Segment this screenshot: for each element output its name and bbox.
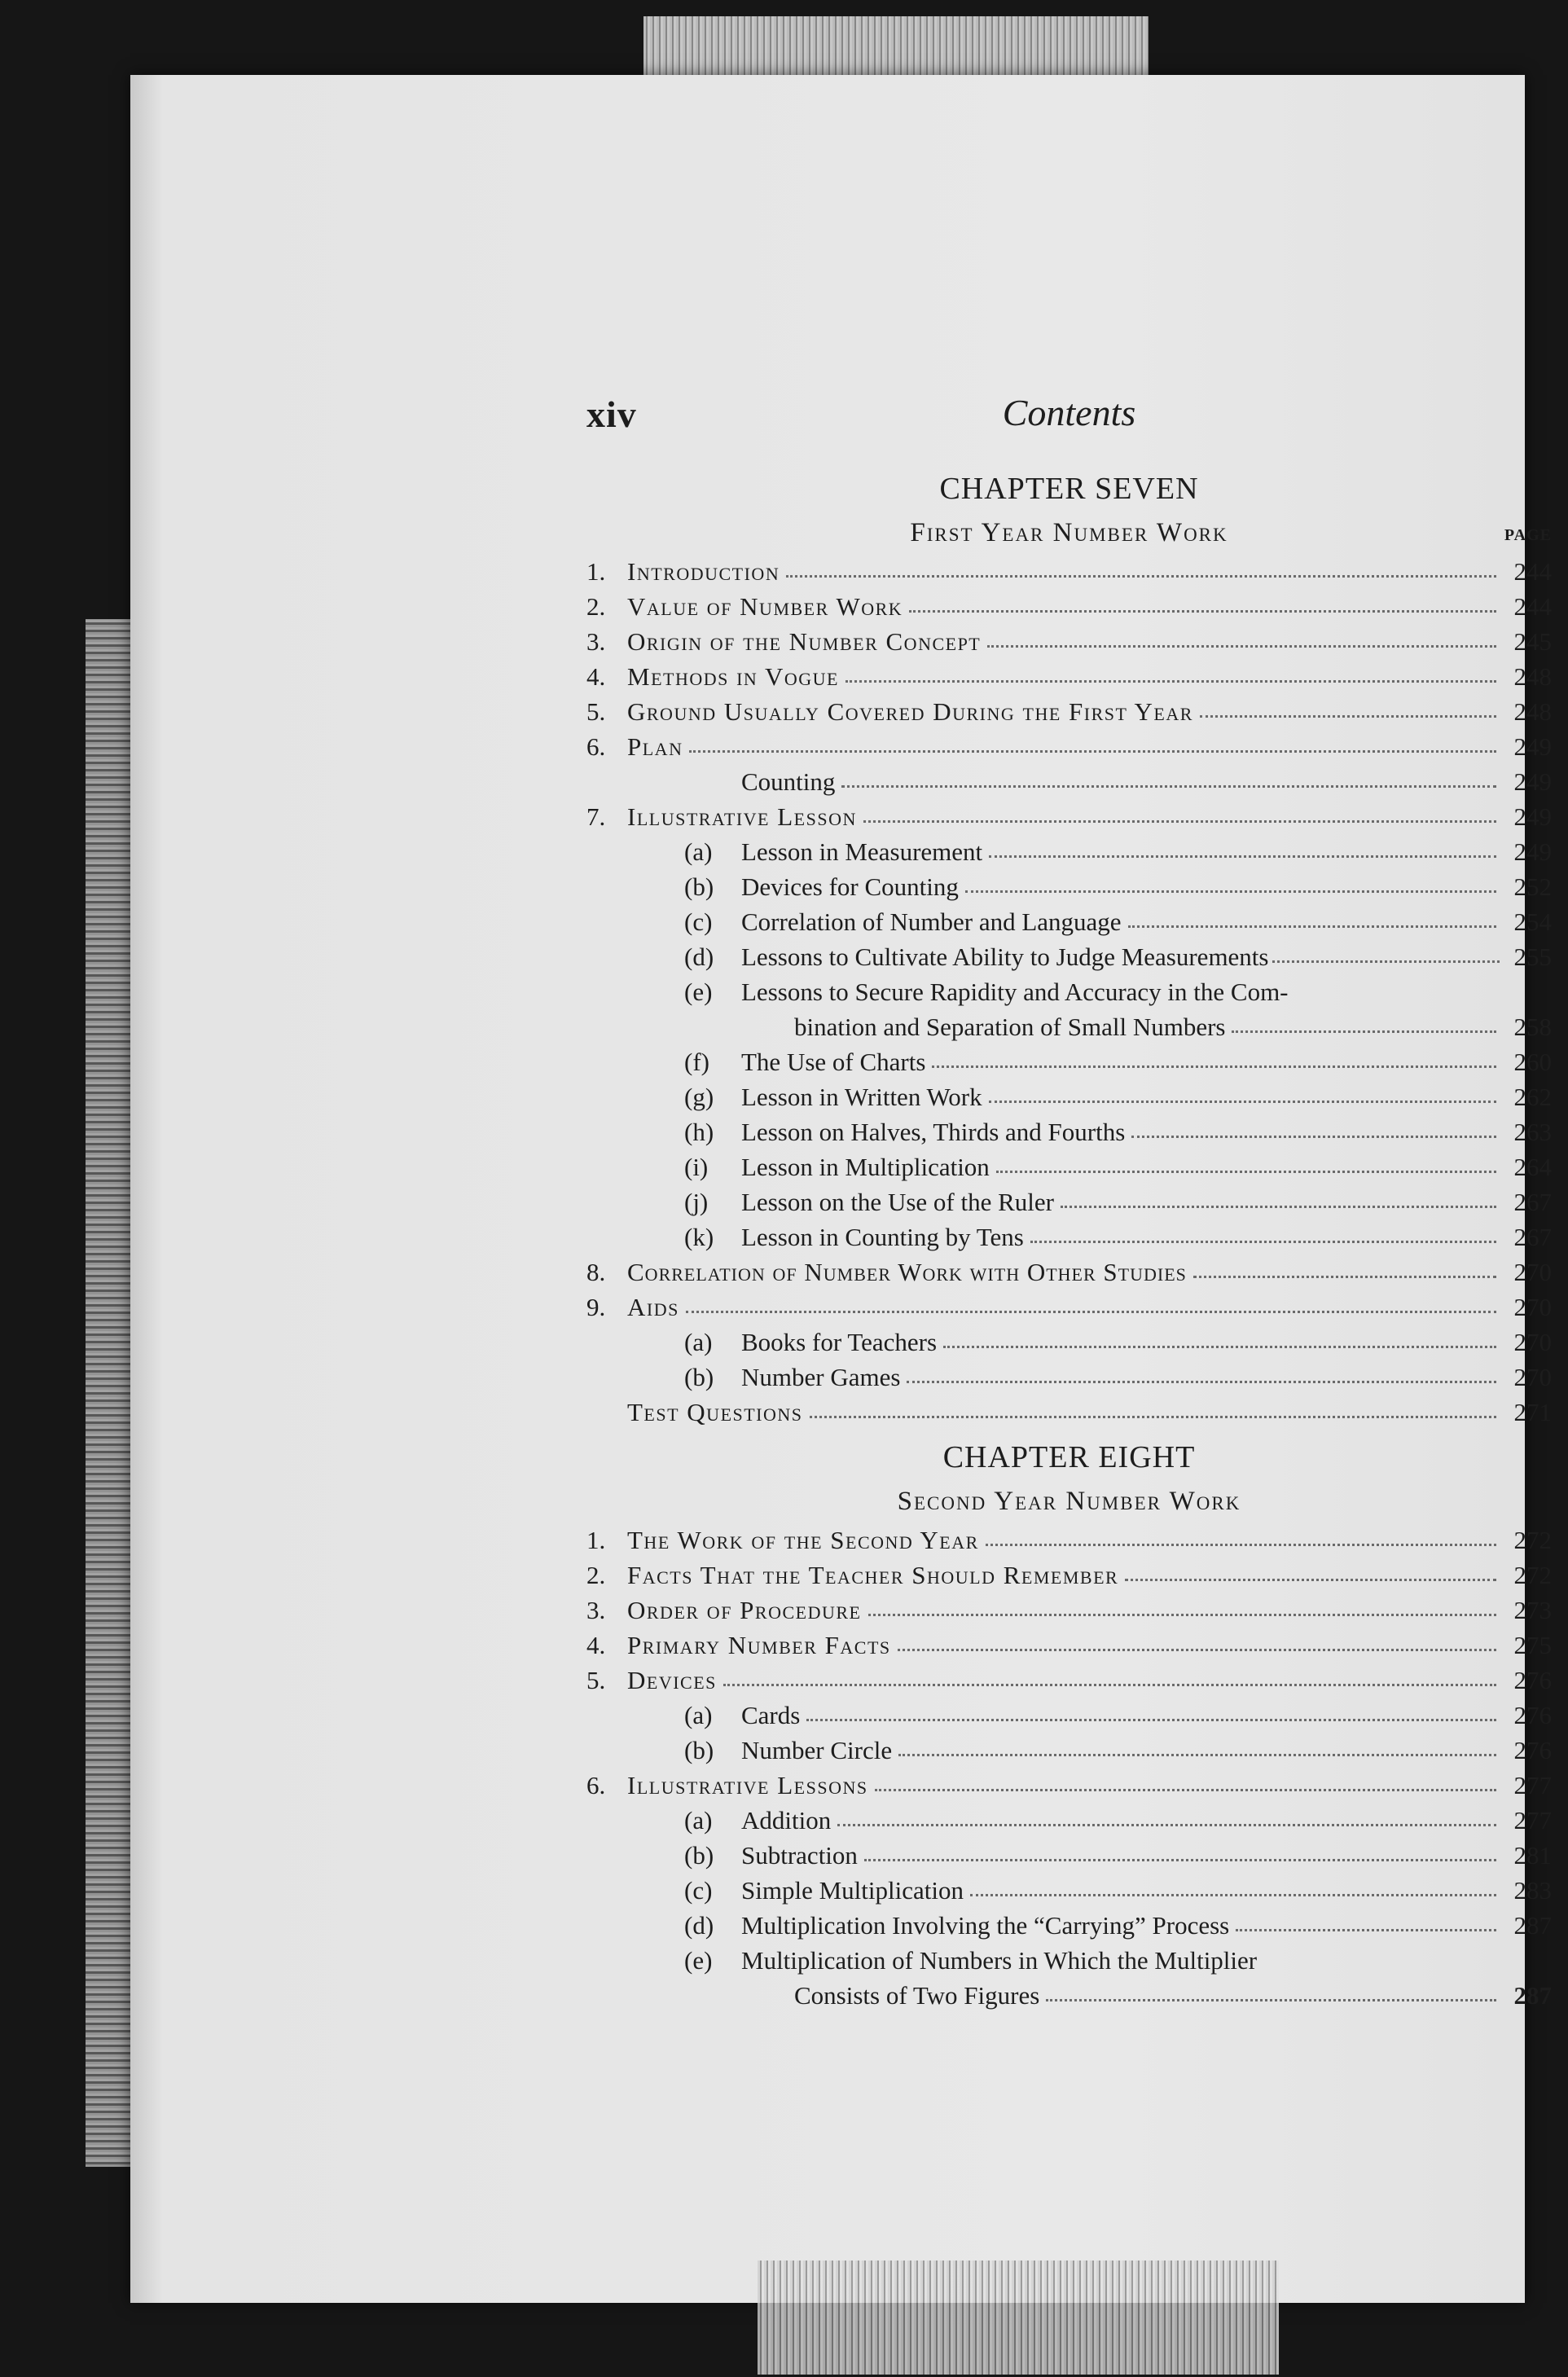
entry-label: Plan — [627, 732, 683, 761]
dot-leader — [689, 750, 1496, 753]
entry-label: The Use of Charts — [741, 1048, 926, 1076]
entry-number: 6. — [586, 732, 606, 761]
entry-page: 277 — [1513, 1771, 1552, 1799]
entry-letter: (a) — [684, 1328, 713, 1356]
entry-label: Addition — [741, 1806, 832, 1834]
entry-page: 267 — [1513, 1223, 1552, 1251]
entry-label: Number Games — [741, 1363, 901, 1391]
entry-page: 264 — [1513, 1153, 1552, 1181]
entry-page: 272 — [1513, 1561, 1552, 1589]
toc-entry[interactable] — [586, 799, 1552, 834]
toc-subentry[interactable] — [586, 1838, 1552, 1873]
entry-page: 248 — [1513, 662, 1552, 691]
dot-leader — [970, 1894, 1496, 1896]
toc-entry[interactable] — [586, 729, 1552, 764]
entry-label-line1: Lessons to Secure Rapidity and Accuracy in the Com- — [741, 978, 1289, 1006]
entry-page: 244 — [1513, 592, 1552, 621]
entry-label: Order of Procedure — [627, 1596, 862, 1624]
entry-page: 262 — [1513, 1083, 1552, 1111]
entry-number: 2. — [586, 592, 606, 621]
entry-page: 248 — [1513, 697, 1552, 726]
toc-entry[interactable] — [586, 694, 1552, 729]
entry-label-line2: bination and Separation of Small Numbers — [794, 1013, 1226, 1041]
dot-leader — [1236, 1929, 1496, 1931]
toc-entry[interactable] — [586, 1768, 1552, 1803]
entry-label: Cards — [741, 1701, 801, 1729]
toc-subentry-continuation[interactable] — [586, 1978, 1552, 2013]
toc-subentry[interactable] — [586, 764, 1552, 799]
entry-page: 245 — [1513, 627, 1552, 656]
entry-label-line2: Consists of Two Figures — [794, 1981, 1040, 2010]
dot-leader — [1200, 715, 1496, 718]
dot-leader — [863, 820, 1496, 823]
entry-label: Lessons to Cultivate Ability to Judge Measurements — [741, 942, 1269, 971]
entry-letter: (d) — [684, 942, 714, 971]
running-title: Contents — [1002, 392, 1136, 433]
entry-page: 260 — [1513, 1048, 1552, 1076]
entry-number: 7. — [586, 802, 606, 831]
toc-entry[interactable] — [586, 1558, 1552, 1593]
entry-label: Aids — [627, 1293, 679, 1321]
entry-number: 2. — [586, 1561, 606, 1589]
toc-subentry[interactable] — [586, 1360, 1552, 1395]
entry-letter: (c) — [684, 907, 713, 936]
entry-page: 276 — [1513, 1701, 1552, 1729]
toc-entry[interactable] — [586, 1395, 1552, 1430]
entry-page: 287 — [1513, 1981, 1552, 2010]
dot-leader — [864, 1859, 1496, 1861]
toc-entry[interactable] — [586, 1593, 1552, 1628]
dot-leader — [1046, 1999, 1496, 2001]
chapter-subtitle: Second Year Number Work — [897, 1487, 1241, 1516]
entry-page: 270 — [1513, 1328, 1552, 1356]
entry-page: 271 — [1513, 1398, 1552, 1426]
dot-leader — [1232, 1030, 1496, 1033]
dot-leader — [989, 855, 1496, 858]
entry-label: Primary Number Facts — [627, 1631, 891, 1659]
entry-page: 270 — [1513, 1363, 1552, 1391]
toc-entry[interactable] — [586, 554, 1552, 589]
entry-page: 254 — [1513, 907, 1552, 936]
entry-number: 1. — [586, 557, 606, 586]
entry-letter: (b) — [684, 1841, 714, 1870]
dot-leader — [1125, 1579, 1496, 1581]
entry-label: Origin of the Number Concept — [627, 627, 982, 656]
toc-subentry[interactable] — [586, 1149, 1552, 1184]
toc-entry[interactable] — [586, 659, 1552, 694]
dot-leader — [686, 1311, 1496, 1313]
entry-page: 270 — [1513, 1293, 1552, 1321]
toc-entry[interactable] — [586, 589, 1552, 624]
chapter-subtitle-row — [586, 512, 1552, 554]
dot-leader — [898, 1649, 1496, 1651]
dot-leader — [989, 1101, 1496, 1103]
entry-page: 275 — [1513, 1631, 1552, 1659]
dot-leader — [1131, 1136, 1496, 1138]
entry-label: Counting — [741, 767, 836, 796]
entry-label: Correlation of Number Work with Other Studies — [627, 1258, 1187, 1286]
entry-letter: (b) — [684, 872, 714, 901]
entry-page: 287 — [1513, 1911, 1552, 1940]
entry-label-line1: Multiplication of Numbers in Which the Multiplier — [741, 1946, 1258, 1975]
entry-letter: (d) — [684, 1911, 714, 1940]
entry-label: Subtraction — [741, 1841, 858, 1870]
toc-subentry[interactable] — [586, 1079, 1552, 1114]
entry-label: Introduction — [627, 557, 780, 586]
entry-page: 267 — [1513, 1188, 1552, 1216]
entry-label: Value of Number Work — [627, 592, 903, 621]
chapter-heading: CHAPTER SEVEN — [939, 472, 1199, 506]
entry-number: 3. — [586, 1596, 606, 1624]
entry-number: 1. — [586, 1526, 606, 1554]
entry-page: 281 — [1513, 1841, 1552, 1870]
entry-letter: (h) — [684, 1118, 714, 1146]
dot-leader — [986, 1544, 1496, 1546]
dot-leader — [1193, 1276, 1496, 1278]
entry-letter: (b) — [684, 1736, 714, 1764]
chapter8-entries — [586, 1522, 1552, 2013]
entry-label: Lesson on Halves, Thirds and Fourths — [741, 1118, 1126, 1146]
dot-leader — [965, 890, 1496, 893]
dot-leader — [810, 1416, 1496, 1418]
entry-number: 5. — [586, 1666, 606, 1694]
tape-strip-bottom — [758, 2261, 1279, 2375]
entry-page: 258 — [1513, 1013, 1552, 1041]
toc-subentry[interactable] — [586, 1733, 1552, 1768]
toc-subentry[interactable] — [586, 974, 1552, 1009]
binding-spine — [86, 619, 134, 2167]
entry-page: 270 — [1513, 1258, 1552, 1286]
toc-entry[interactable] — [586, 1628, 1552, 1663]
entry-label: Multiplication Involving the “Carrying” Process — [741, 1911, 1230, 1940]
entry-label: Lesson in Counting by Tens — [741, 1223, 1024, 1251]
entry-label: Illustrative Lesson — [627, 802, 857, 831]
chapter-subtitle: First Year Number Work — [910, 518, 1228, 547]
toc-subentry[interactable] — [586, 1698, 1552, 1733]
book-page — [130, 75, 1552, 2303]
entry-page: 252 — [1513, 872, 1552, 901]
entry-label: Devices for Counting — [741, 872, 959, 901]
entry-page: 276 — [1513, 1736, 1552, 1764]
dot-leader — [868, 1614, 1497, 1616]
dot-leader — [987, 645, 1496, 648]
entry-page: 249 — [1513, 802, 1552, 831]
toc-entry[interactable] — [586, 1663, 1552, 1698]
entry-letter: (a) — [684, 837, 713, 866]
entry-number: 9. — [586, 1293, 606, 1321]
dot-leader — [907, 1381, 1496, 1383]
entry-letter: (i) — [684, 1153, 709, 1181]
dot-leader — [875, 1789, 1496, 1791]
dot-leader — [845, 680, 1496, 683]
toc-subentry[interactable] — [586, 904, 1552, 939]
entry-number: 8. — [586, 1258, 606, 1286]
entry-number: 5. — [586, 697, 606, 726]
dot-leader — [1061, 1206, 1496, 1208]
entry-label: Test Questions — [627, 1398, 803, 1426]
entry-letter: (k) — [684, 1223, 714, 1251]
entry-page: 263 — [1513, 1118, 1552, 1146]
entry-label: Lesson in Written Work — [741, 1083, 982, 1111]
toc-subentry[interactable] — [586, 939, 1552, 974]
entry-number: 6. — [586, 1771, 606, 1799]
entry-page: 276 — [1513, 1666, 1552, 1694]
dot-leader — [943, 1346, 1496, 1348]
entry-page: 249 — [1513, 837, 1552, 866]
chapter-heading: CHAPTER EIGHT — [942, 1440, 1196, 1474]
entry-page: 272 — [1513, 1526, 1552, 1554]
tape-strip-top — [643, 16, 1149, 77]
entry-page: 255 — [1513, 942, 1552, 971]
contents-block — [586, 384, 1552, 2013]
entry-label: Facts That the Teacher Should Remember — [627, 1561, 1119, 1589]
dot-leader — [806, 1719, 1496, 1721]
dot-leader — [1272, 960, 1500, 963]
entry-page: 249 — [1513, 767, 1552, 796]
entry-label: Devices — [627, 1666, 717, 1694]
toc-subentry[interactable] — [586, 1044, 1552, 1079]
entry-label: The Work of the Second Year — [627, 1526, 979, 1554]
entry-letter: (g) — [684, 1083, 714, 1111]
dot-leader — [996, 1171, 1496, 1173]
page-column-label: PAGE — [1504, 526, 1552, 544]
dot-leader — [837, 1824, 1496, 1826]
entry-page: 277 — [1513, 1806, 1552, 1834]
toc-entry[interactable] — [586, 1522, 1552, 1558]
entry-label: Illustrative Lessons — [627, 1771, 868, 1799]
toc-subentry[interactable] — [586, 1219, 1552, 1254]
entry-label: Correlation of Number and Language — [741, 907, 1122, 936]
page-folio: xiv — [586, 393, 637, 435]
entry-label: Simple Multiplication — [741, 1876, 964, 1905]
entry-letter: (f) — [684, 1048, 709, 1076]
entry-letter: (e) — [684, 1946, 713, 1975]
entry-letter: (a) — [684, 1701, 713, 1729]
entry-number: 4. — [586, 662, 606, 691]
entry-label: Lesson on the Use of the Ruler — [741, 1188, 1054, 1216]
entry-letter: (c) — [684, 1876, 713, 1905]
toc-subentry[interactable] — [586, 834, 1552, 869]
entry-label: Lesson in Measurement — [741, 837, 983, 866]
entry-page: 283 — [1513, 1876, 1552, 1905]
toc-subentry-continuation[interactable] — [586, 1009, 1552, 1044]
dot-leader — [909, 610, 1496, 613]
entry-letter: (e) — [684, 978, 713, 1006]
entry-label: Lesson in Multiplication — [741, 1153, 990, 1181]
entry-letter: (b) — [684, 1363, 714, 1391]
dot-leader — [723, 1684, 1496, 1686]
toc-subentry[interactable] — [586, 1908, 1552, 1943]
chapter7-entries — [586, 554, 1552, 1430]
toc-subentry[interactable] — [586, 1803, 1552, 1838]
toc-subentry[interactable] — [586, 1184, 1552, 1219]
dot-leader — [1030, 1241, 1496, 1243]
toc-entry[interactable] — [586, 1290, 1552, 1325]
entry-page: 273 — [1513, 1596, 1552, 1624]
entry-letter: (j) — [684, 1188, 709, 1216]
entry-letter: (a) — [684, 1806, 713, 1834]
entry-number: 3. — [586, 627, 606, 656]
toc-subentry[interactable] — [586, 1943, 1552, 1978]
dot-leader — [786, 575, 1496, 578]
toc-entry[interactable] — [586, 624, 1552, 659]
entry-label: Number Circle — [741, 1736, 893, 1764]
toc-subentry[interactable] — [586, 1325, 1552, 1360]
dot-leader — [1128, 925, 1496, 928]
entry-label: Books for Teachers — [741, 1328, 938, 1356]
toc-subentry[interactable] — [586, 1873, 1552, 1908]
entry-label: Ground Usually Covered During the First Year — [627, 697, 1193, 726]
toc-subentry[interactable] — [586, 1114, 1552, 1149]
dot-leader — [841, 785, 1496, 788]
toc-subentry[interactable] — [586, 869, 1552, 904]
dot-leader — [932, 1065, 1496, 1068]
entry-page: 244 — [1513, 557, 1552, 586]
running-head — [586, 384, 1552, 458]
entry-label: Methods in Vogue — [627, 662, 839, 691]
dot-leader — [898, 1754, 1496, 1756]
entry-number: 4. — [586, 1631, 606, 1659]
entry-page: 249 — [1513, 732, 1552, 761]
toc-entry[interactable] — [586, 1254, 1552, 1290]
